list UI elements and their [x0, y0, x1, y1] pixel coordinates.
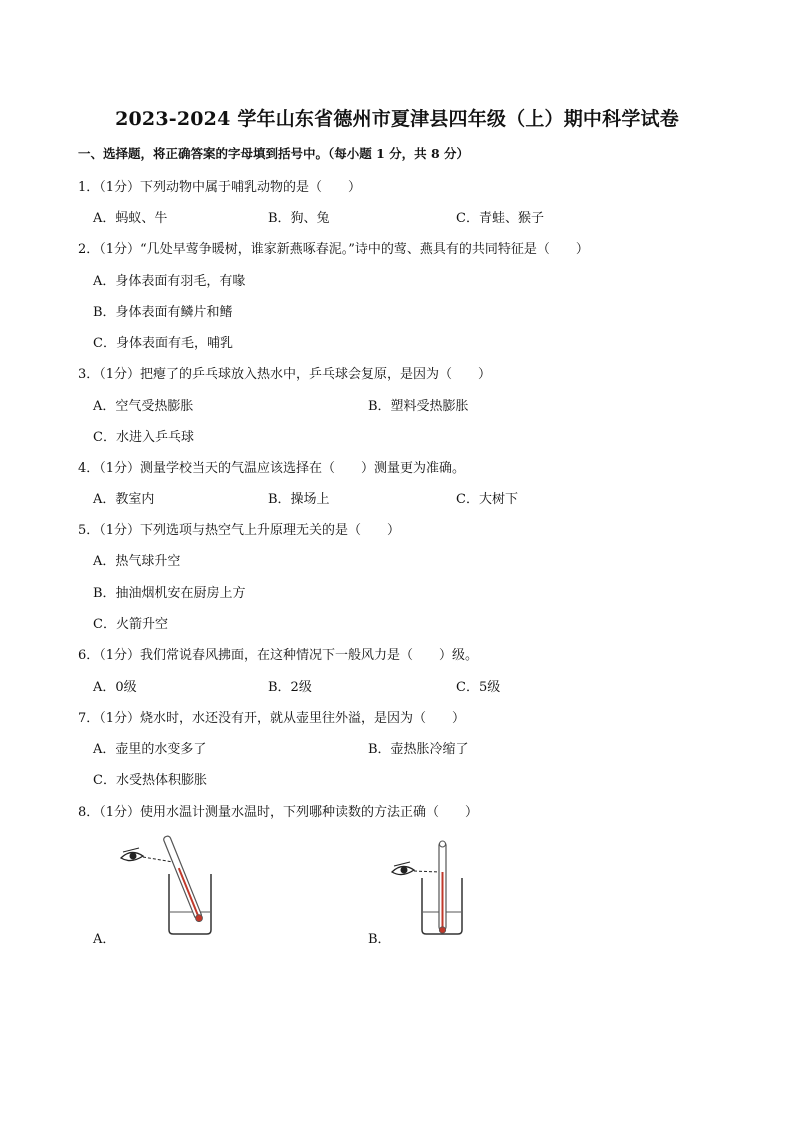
question-6-stem: 6．（1分）我们常说春风拂面，在这种情况下一般风力是（ ）级。 [78, 648, 479, 663]
question-2-option-c: C．身体表面有毛，哺乳 [93, 336, 233, 351]
question-5-stem: 5．（1分）下列选项与热空气上升原理无关的是（ ） [78, 523, 401, 538]
thermometer-figure-a [115, 826, 225, 938]
question-6-option-a: A．0级 [93, 680, 137, 695]
question-3-option-a: A．空气受热膨胀 [93, 399, 194, 414]
question-6-option-b: B．2级 [268, 680, 312, 695]
question-2-stem: 2．（1分）“几处早莺争暖树，谁家新燕啄春泥。”诗中的莺、燕具有的共同特征是（ ） [78, 242, 589, 257]
question-8-stem: 8．（1分）使用水温计测量水温时，下列哪种读数的方法正确（ ） [78, 805, 479, 820]
question-4-stem: 4．（1分）测量学校当天的气温应该选择在（ ）测量更为准确。 [78, 461, 466, 476]
question-5-option-a: A．热气球升空 [93, 554, 181, 569]
question-5-option-c: C．火箭升空 [93, 617, 168, 632]
question-7-stem: 7．（1分）烧水时，水还没有开，就从壶里往外溢，是因为（ ） [78, 711, 466, 726]
question-2-option-b: B．身体表面有鳞片和鳍 [93, 305, 233, 320]
question-3-stem: 3．（1分）把瘪了的乒乓球放入热水中，乒乓球会复原，是因为（ ） [78, 367, 492, 382]
question-8-option-a: A． [93, 932, 116, 947]
question-1-stem: 1．（1分）下列动物中属于哺乳动物的是（ ） [78, 180, 362, 195]
question-1-option-c: C．青蛙、猴子 [456, 211, 544, 226]
question-7-option-a: A．壶里的水变多了 [93, 742, 207, 757]
question-7-option-b: B．壶热胀冷缩了 [368, 742, 469, 757]
thermometer-figure-b [388, 838, 478, 938]
exam-title: 2023-2024 学年山东省德州市夏津县四年级（上）期中科学试卷 [115, 108, 679, 130]
question-4-option-b: B．操场上 [268, 492, 330, 507]
question-4-option-c: C．大树下 [456, 492, 518, 507]
question-3-option-b: B．塑料受热膨胀 [368, 399, 469, 414]
question-7-option-c: C．水受热体积膨胀 [93, 773, 207, 788]
question-3-option-c: C．水进入乒乓球 [93, 430, 194, 445]
question-6-option-c: C．5级 [456, 680, 501, 695]
question-8-option-b: B． [368, 932, 391, 947]
question-5-option-b: B．抽油烟机安在厨房上方 [93, 586, 246, 601]
question-2-option-a: A．身体表面有羽毛，有喙 [93, 274, 246, 289]
question-1-option-a: A．蚂蚁、牛 [93, 211, 168, 226]
question-4-option-a: A．教室内 [93, 492, 155, 507]
section-heading: 一、选择题，将正确答案的字母填到括号中。（每小题 1 分，共 8 分） [78, 146, 470, 161]
question-1-option-b: B．狗、兔 [268, 211, 330, 226]
